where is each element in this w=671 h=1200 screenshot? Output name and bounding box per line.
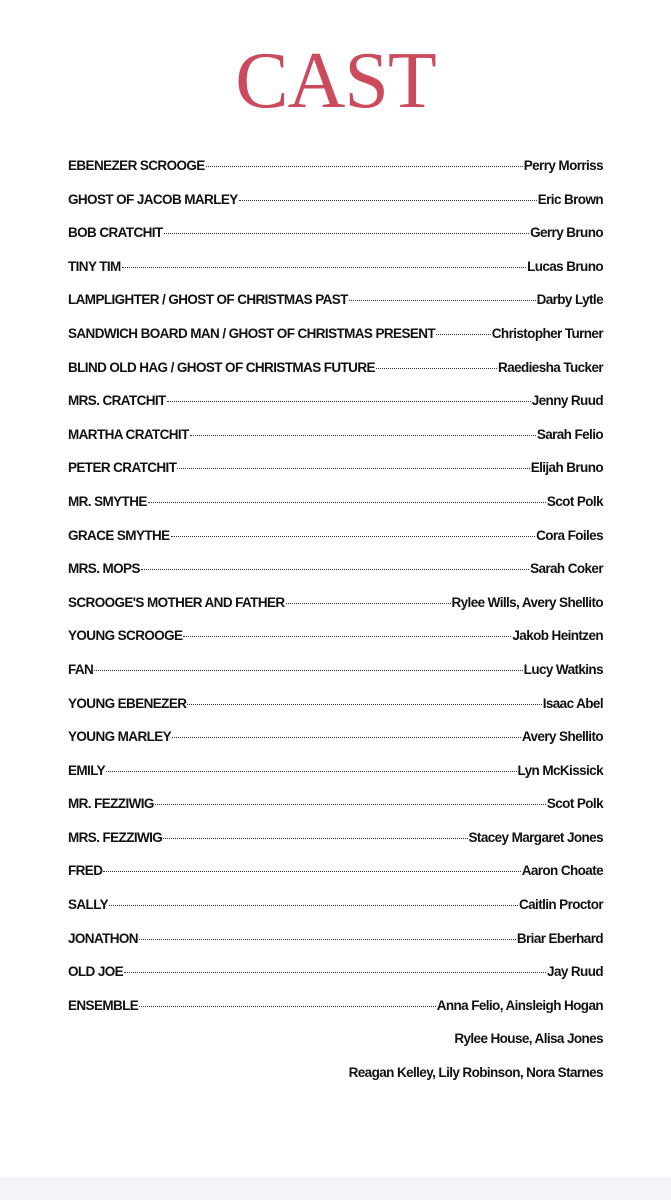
dot-leader	[148, 502, 546, 503]
role-name: BLIND OLD HAG / GHOST OF CHRISTMAS FUTURE	[68, 359, 375, 375]
cast-row	[68, 830, 603, 864]
cast-row	[68, 326, 603, 360]
role-name: LAMPLIGHTER / GHOST OF CHRISTMAS PAST	[68, 292, 348, 308]
actor-name: Lucy Watkins	[523, 661, 603, 677]
dot-leader	[177, 468, 529, 469]
cast-row	[68, 763, 603, 797]
dot-leader	[183, 636, 511, 637]
actor-name: Anna Felio, Ainsleigh Hogan	[436, 997, 603, 1013]
dot-leader	[94, 670, 522, 671]
cast-row	[68, 561, 603, 595]
dot-leader	[190, 435, 536, 436]
dot-leader	[106, 771, 516, 772]
role-name: EMILY	[68, 762, 106, 778]
page-title: CAST	[235, 37, 436, 125]
role-name: FAN	[68, 661, 94, 677]
dot-leader	[187, 704, 541, 705]
cast-row	[68, 863, 603, 897]
actor-name: Elijah Bruno	[530, 460, 603, 476]
dot-leader	[286, 603, 451, 604]
actor-name: Eric Brown	[537, 191, 603, 207]
dot-leader	[122, 267, 526, 268]
actor-name: Darby Lytle	[536, 292, 603, 308]
role-name: SALLY	[68, 897, 109, 913]
role-name: GHOST OF JACOB MARLEY	[68, 191, 238, 207]
actor-name: Sarah Coker	[530, 561, 603, 577]
role-name: YOUNG SCROOGE	[68, 628, 183, 644]
actor-name: Raediesha Tucker	[498, 359, 603, 375]
role-name: JONATHON	[68, 930, 138, 946]
actor-name: Aaron Choate	[521, 863, 603, 879]
dot-leader	[109, 905, 518, 906]
role-name: SCROOGE'S MOTHER AND FATHER	[68, 594, 285, 610]
dot-leader	[376, 368, 497, 369]
dot-leader	[171, 536, 536, 537]
actor-name: Avery Shellito	[521, 729, 603, 745]
cast-row	[68, 729, 603, 763]
actor-name: Lyn McKissick	[517, 762, 603, 778]
ensemble-continued-row	[68, 1031, 603, 1065]
dot-leader	[164, 233, 530, 234]
cast-row	[68, 192, 603, 226]
role-name: YOUNG EBENEZER	[68, 695, 187, 711]
actor-name: Gerry Bruno	[530, 225, 603, 241]
dot-leader	[163, 838, 467, 839]
actor-name: Christopher Turner	[491, 325, 603, 341]
role-name: PETER CRATCHIT	[68, 460, 177, 476]
actor-name: Rylee Wills, Avery Shellito	[451, 594, 603, 610]
cast-row	[68, 964, 603, 998]
actor-name: Rylee House, Alisa Jones	[454, 1031, 603, 1047]
dot-leader	[239, 200, 537, 201]
cast-row	[68, 292, 603, 326]
role-name: TINY TIM	[68, 258, 121, 274]
cast-row	[68, 360, 603, 394]
cast-row	[68, 427, 603, 461]
actor-name: Caitlin Proctor	[518, 897, 603, 913]
actor-name: Scot Polk	[546, 796, 603, 812]
cast-row	[68, 494, 603, 528]
role-name: FRED	[68, 863, 103, 879]
cast-row	[68, 595, 603, 629]
cast-row	[68, 393, 603, 427]
role-name: OLD JOE	[68, 964, 124, 980]
role-name: EBENEZER SCROOGE	[68, 158, 205, 173]
actor-name: Perry Morriss	[523, 158, 603, 173]
actor-name: Isaac Abel	[542, 695, 603, 711]
cast-row	[68, 796, 603, 830]
actor-name: Sarah Felio	[536, 426, 603, 442]
dot-leader	[167, 401, 531, 402]
role-name: MR. SMYTHE	[68, 493, 147, 509]
dot-leader	[141, 569, 529, 570]
actor-name: Reagan Kelley, Lily Robinson, Nora Starnes	[348, 1065, 603, 1081]
cast-row	[68, 158, 603, 192]
dot-leader	[124, 972, 546, 973]
cast-row	[68, 998, 603, 1032]
dot-leader	[172, 737, 521, 738]
dot-leader	[349, 300, 536, 301]
ensemble-continued-row	[68, 1065, 603, 1099]
role-name: SANDWICH BOARD MAN / GHOST OF CHRISTMAS PRESENT	[68, 325, 436, 341]
cast-row	[68, 460, 603, 494]
cast-row	[68, 931, 603, 965]
role-name: MARTHA CRATCHIT	[68, 426, 189, 442]
dot-leader	[139, 939, 516, 940]
actor-name: Jay Ruud	[547, 964, 603, 980]
cast-row	[68, 897, 603, 931]
role-name: BOB CRATCHIT	[68, 225, 163, 241]
bottom-strip	[0, 1177, 671, 1200]
role-name: MR. FEZZIWIG	[68, 796, 154, 812]
cast-row	[68, 662, 603, 696]
actor-name: Jenny Ruud	[531, 393, 603, 409]
cast-row	[68, 528, 603, 562]
cast-list	[68, 158, 603, 1099]
role-name: MRS. CRATCHIT	[68, 393, 166, 409]
cast-row	[68, 259, 603, 293]
cast-row	[68, 628, 603, 662]
actor-name: Scot Polk	[546, 493, 603, 509]
actor-name: Lucas Bruno	[527, 258, 603, 274]
actor-name: Jakob Heintzen	[512, 628, 603, 644]
role-name: ENSEMBLE	[68, 997, 139, 1013]
dot-leader	[436, 334, 491, 335]
cast-row	[68, 225, 603, 259]
actor-name: Stacey Margaret Jones	[468, 829, 603, 845]
role-name: MRS. MOPS	[68, 561, 140, 577]
cast-row	[68, 696, 603, 730]
role-name: MRS. FEZZIWIG	[68, 829, 163, 845]
dot-leader	[103, 871, 520, 872]
dot-leader	[139, 1006, 435, 1007]
actor-name: Cora Foiles	[536, 527, 603, 543]
dot-leader	[206, 166, 523, 167]
role-name: GRACE SMYTHE	[68, 527, 170, 543]
dot-leader	[155, 804, 546, 805]
actor-name: Briar Eberhard	[516, 930, 603, 946]
role-name: YOUNG MARLEY	[68, 729, 172, 745]
